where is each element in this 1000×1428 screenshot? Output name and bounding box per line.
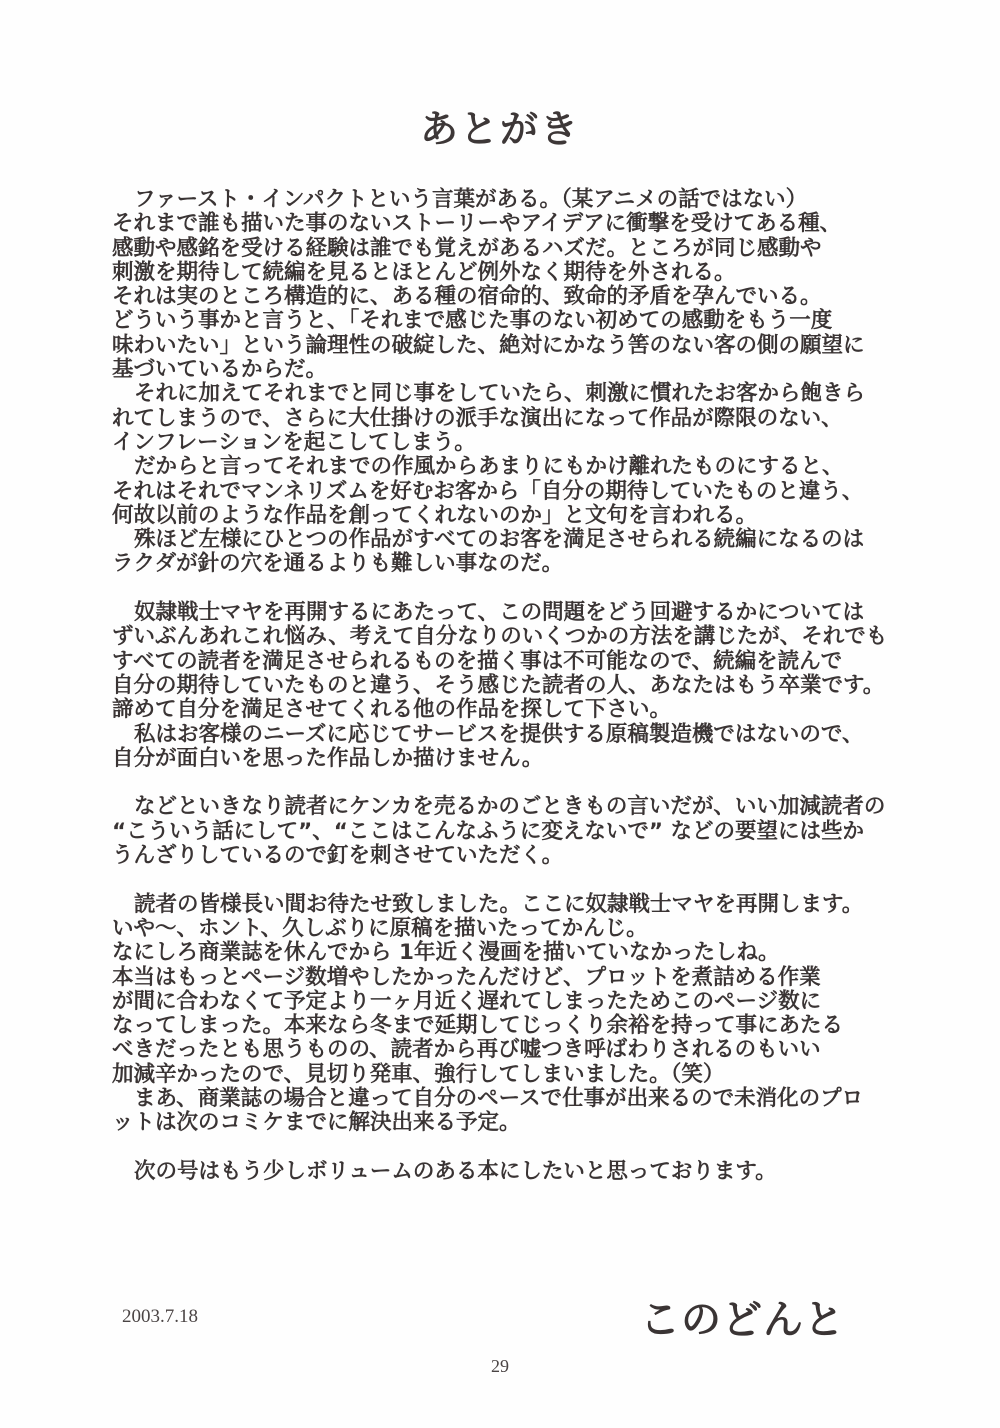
- paragraph-gap: [112, 868, 912, 892]
- text-line: それは実のところ構造的に、ある種の宿命的、致命的矛盾を孕んでいる。: [112, 284, 822, 310]
- text-line: 読者の皆様長い間お待たせ致しました。ここに奴隷戦士マヤを再開します。: [134, 891, 864, 917]
- text-line: ずいぶんあれこれ悩み、考えて自分なりのいくつかの方法を講じたが、それでも: [112, 624, 888, 650]
- text-line: 感動や感銘を受ける経験は誰でも覚えがあるハズだ。ところが同じ感動や: [112, 235, 822, 261]
- author-signature: このどんと: [640, 1297, 845, 1343]
- text-line: 加減辛かったので、見切り発車、強行してしまいました。（笑）: [112, 1061, 725, 1087]
- paragraph-gap: [112, 771, 912, 795]
- text-line: べきだったとも思うものの、読者から再び嘘つき呼ばわりされるのもいい: [112, 1037, 821, 1063]
- text-line: ラクダが針の穴を通るよりも難しい事なのだ。: [112, 551, 564, 577]
- text-line: だからと言ってそれまでの作風からあまりにもかけ離れたものにすると、: [134, 454, 844, 480]
- text-line: うんざりしているので釘を刺させていただく。: [112, 843, 564, 869]
- text-line: 殊ほど左様にひとつの作品がすべてのお客を満足させられる続編になるのは: [134, 527, 865, 553]
- text-line: いや～、ホント、久しぶりに原稿を描いたってかんじ。: [112, 915, 648, 941]
- text-line: 自分の期待していたものと違う、そう感じた読者の人、あなたはもう卒業です。: [112, 672, 885, 698]
- text-line: 基づいているからだ。: [112, 357, 328, 383]
- text-line: 奴隷戦士マヤを再開するにあたって、この問題をどう回避するかについては: [134, 600, 865, 626]
- text-line: などといきなり読者にケンカを売るかのごときもの言いだが、いい加減読者の: [134, 794, 886, 820]
- page-number: 29: [491, 1356, 509, 1376]
- text-line: が間に合わなくて予定より一ヶ月近く遅れてしまったためこのページ数に: [112, 988, 822, 1014]
- text-line: どういう事かと言うと、「それまで感じた事のない初めての感動をもう一度: [112, 308, 833, 334]
- paragraph-3: [112, 795, 912, 868]
- afterword-body: [112, 188, 912, 1184]
- text-line: ファースト・インパクトという言葉がある。（某アニメの話ではない）: [134, 187, 808, 212]
- text-line: なってしまった。本来なら冬まで延期してじっくり余裕を持って事にあたる: [112, 1013, 844, 1039]
- text-line: ットは次のコミケまでに解決出来る予定。: [112, 1110, 521, 1136]
- text-line: それまで誰も描いた事のないストーリーやアイデアに衝撃を受けてある種、: [112, 211, 842, 237]
- paragraph-4: [112, 893, 912, 1136]
- text-line: 刺激を期待して続編を見るとほとんど例外なく期待を外される。: [112, 259, 736, 285]
- text-line: れてしまうので、さらに大仕掛けの派手な演出になって作品が際限のない、: [112, 405, 843, 431]
- paragraph-2: [112, 601, 912, 771]
- text-line: すべての読者を満足させられるものを描く事は不可能なので、続編を読んで: [112, 648, 843, 674]
- text-line: 本当はもっとページ数増やしたかったんだけど、プロットを煮詰める作業: [112, 964, 821, 990]
- text-line: 諦めて自分を満足させてくれる他の作品を探して下さい。: [112, 697, 672, 723]
- text-line: それはそれでマンネリズムを好むお客から「自分の期待していたものと違う、: [112, 478, 864, 504]
- text-line: 何故以前のような作品を創ってくれないのか」と文句を言われる。: [112, 502, 758, 528]
- paragraph-gap: [112, 1136, 912, 1160]
- paragraph-gap: [112, 577, 912, 601]
- text-line: 自分が面白いを思った作品しか描けません。: [112, 745, 544, 771]
- text-line: インフレーションを起こしてしまう。: [112, 429, 476, 455]
- page-title: あとがき: [419, 107, 580, 151]
- text-line: なにしろ商業誌を休んでから 1年近く漫画を描いていなかったしね。: [112, 940, 780, 966]
- text-line: 私はお客様のニーズに応じてサービスを提供する原稿製造機ではないので、: [134, 721, 864, 747]
- date-stamp: 2003.7.18: [122, 1306, 198, 1327]
- text-line: 味わいたい」という論理性の破綻した、絶対にかなう筈のない客の側の願望に: [112, 332, 865, 358]
- text-line: “こういう話にして”、“ここはこんなふうに変えないで” などの要望には些か: [112, 818, 865, 844]
- text-line: それに加えてそれまでと同じ事をしていたら、刺激に慣れたお客から飽きら: [134, 381, 866, 407]
- paragraph-5: [112, 1160, 912, 1184]
- text-line: まあ、商業誌の場合と違って自分のペースで仕事が出来るので未消化のプロ: [134, 1085, 864, 1111]
- text-line: 次の号はもう少しボリュームのある本にしたいと思っております。: [134, 1158, 777, 1184]
- paragraph-1: [112, 188, 912, 577]
